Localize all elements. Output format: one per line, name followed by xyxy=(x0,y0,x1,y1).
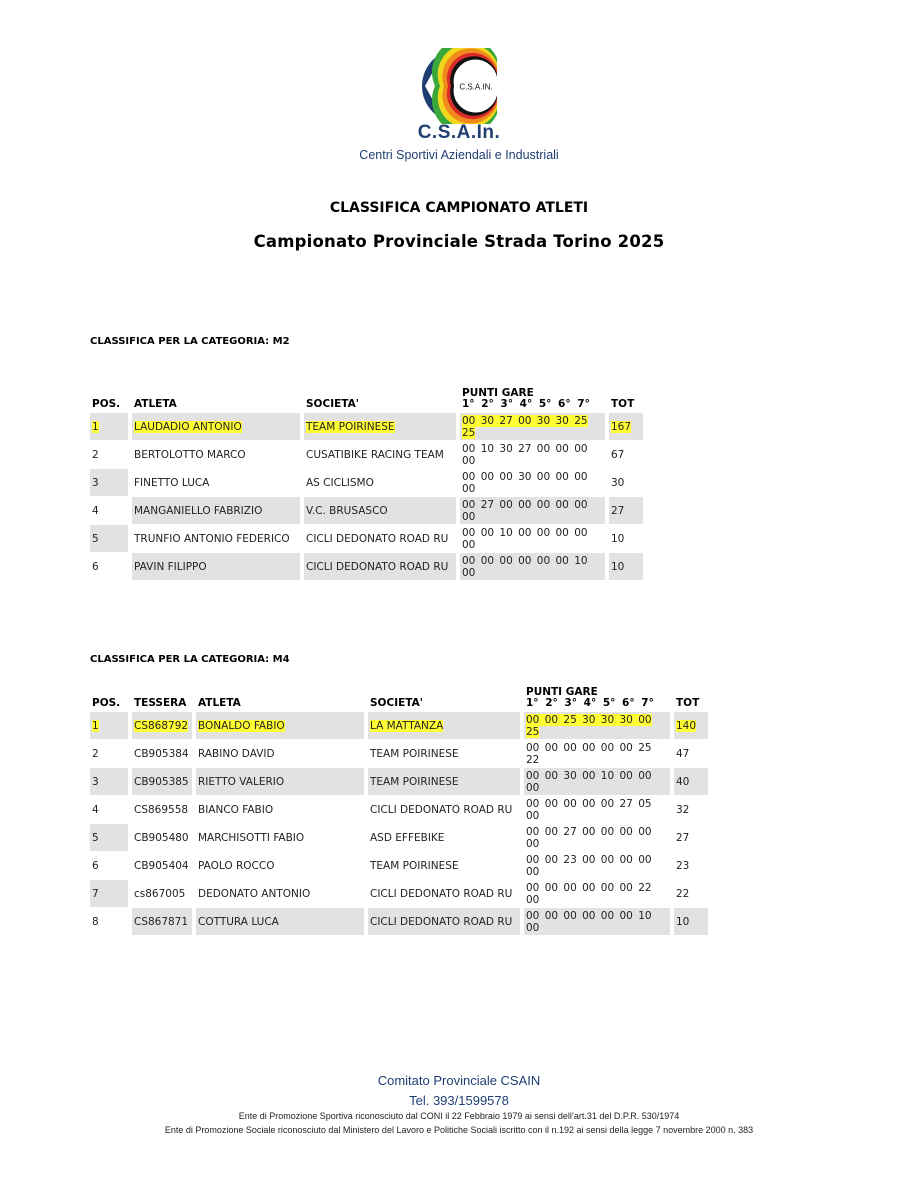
table-row xyxy=(90,908,708,935)
cell-societa: LA MATTANZA xyxy=(368,712,520,739)
cell-punti: 00 00 30 00 10 00 00 00 xyxy=(524,768,670,795)
cell-punti: 00 00 00 00 00 00 22 00 xyxy=(526,881,652,906)
col-societa: SOCIETA' xyxy=(306,398,359,410)
table-row xyxy=(90,768,708,795)
table-header-row xyxy=(90,682,708,711)
brand-subtitle: Centri Sportivi Aziendali e Industriali xyxy=(359,148,559,162)
cell-societa: CICLI DEDONATO ROAD RU xyxy=(370,803,513,816)
cell-punti: 00 00 00 00 00 00 25 22 xyxy=(526,741,652,766)
cell-societa: CUSATIBIKE RACING TEAM xyxy=(306,448,444,461)
footer-committee: Comitato Provinciale CSAIN xyxy=(377,1073,541,1088)
col-punti-gare xyxy=(524,682,670,711)
cell-tessera: CB905384 xyxy=(134,747,189,760)
table-row xyxy=(90,525,643,552)
category-heading-m4: CLASSIFICA PER LA CATEGORIA: M4 xyxy=(90,654,290,665)
cell-atleta: LAUDADIO ANTONIO xyxy=(132,413,300,440)
cell-pos: 2 xyxy=(92,448,99,461)
footer-legal-line-1: Ente di Promozione Sportiva riconosciuto dal CONI il 22 Febbraio 1979 ai sensi dell’art.31 del D.P.R. 530/1974 xyxy=(238,1111,680,1121)
col-tot: TOT xyxy=(611,398,635,410)
brand-name: C.S.A.In. xyxy=(417,122,501,143)
table-row xyxy=(90,553,643,580)
footer-legal-line-2: Ente di Promozione Sociale riconosciuto dal Ministero del Lavoro e Politiche Sociali iscritto con il n.192 ai sensi della legge 7 novembre 2000 n. 383 xyxy=(164,1125,754,1135)
cell-societa: CICLI DEDONATO ROAD RU xyxy=(304,553,456,580)
cell-pos: 7 xyxy=(90,880,128,907)
cell-atleta: TRUNFIO ANTONIO FEDERICO xyxy=(134,532,290,545)
cell-punti: 00 00 27 00 00 00 00 00 xyxy=(526,825,652,850)
cell-pos: 1 xyxy=(90,413,128,440)
footer-phone: Tel. 393/1599578 xyxy=(409,1093,509,1108)
cell-societa: TEAM POIRINESE xyxy=(368,768,520,795)
table-header-row xyxy=(90,383,643,412)
cell-atleta: RABINO DAVID xyxy=(198,747,275,760)
punti-gare-label: PUNTI GARE xyxy=(462,387,534,399)
col-atleta: ATLETA xyxy=(134,398,177,410)
cell-atleta: PAOLO ROCCO xyxy=(198,859,275,872)
cell-pos: 6 xyxy=(92,859,99,872)
cell-pos: 1 xyxy=(90,712,128,739)
gare-numbers: 1° 2° 3° 4° 5° 6° 7° xyxy=(462,398,590,410)
cell-societa: TEAM POIRINESE xyxy=(304,413,456,440)
cell-tessera: CS868792 xyxy=(132,712,192,739)
table-row xyxy=(90,880,708,907)
page-title: CLASSIFICA CAMPIONATO ATLETI xyxy=(329,200,589,216)
table-row xyxy=(90,740,708,767)
category-heading-m2: CLASSIFICA PER LA CATEGORIA: M2 xyxy=(90,336,290,347)
cell-tot: 30 xyxy=(611,476,625,489)
cell-tot: 27 xyxy=(676,831,690,844)
table-row xyxy=(90,852,708,879)
col-societa: SOCIETA' xyxy=(370,697,423,709)
cell-atleta: RIETTO VALERIO xyxy=(196,768,364,795)
cell-tessera: CB905404 xyxy=(134,859,189,872)
cell-pos: 3 xyxy=(90,768,128,795)
cell-pos: 5 xyxy=(90,824,128,851)
cell-atleta: BERTOLOTTO MARCO xyxy=(134,448,246,461)
cell-tot: 23 xyxy=(676,859,690,872)
col-tessera: TESSERA xyxy=(134,697,187,709)
cell-societa: CICLI DEDONATO ROAD RU xyxy=(306,532,449,545)
cell-tot: 47 xyxy=(676,747,690,760)
cell-societa: AS CICLISMO xyxy=(306,476,374,489)
cell-tot: 67 xyxy=(611,448,625,461)
ranking-table-m2 xyxy=(86,382,647,581)
csain-logo xyxy=(421,48,497,124)
col-atleta: ATLETA xyxy=(198,697,241,709)
col-pos: POS. xyxy=(92,398,121,410)
cell-pos: 3 xyxy=(90,469,128,496)
cell-tot: 32 xyxy=(676,803,690,816)
cell-tot: 10 xyxy=(609,553,643,580)
cell-tessera: CS867871 xyxy=(132,908,192,935)
cell-pos: 2 xyxy=(92,747,99,760)
cell-punti: 00 00 00 00 00 27 05 00 xyxy=(526,797,652,822)
ranking-table-m4 xyxy=(86,681,712,936)
cell-societa: CICLI DEDONATO ROAD RU xyxy=(368,908,520,935)
cell-pos: 4 xyxy=(92,803,99,816)
cell-atleta: BIANCO FABIO xyxy=(198,803,274,816)
cell-punti: 00 00 25 30 30 30 00 25 xyxy=(524,712,670,739)
cell-tessera: CB905480 xyxy=(134,831,189,844)
cell-punti: 00 00 00 00 00 00 10 00 xyxy=(460,553,605,580)
cell-punti: 00 00 00 00 00 00 10 00 xyxy=(524,908,670,935)
cell-punti: 00 27 00 00 00 00 00 00 xyxy=(460,497,605,524)
table-row xyxy=(90,712,708,739)
cell-tot: 40 xyxy=(674,768,708,795)
cell-pos: 5 xyxy=(90,525,128,552)
table-row xyxy=(90,824,708,851)
gare-numbers: 1° 2° 3° 4° 5° 6° 7° xyxy=(526,697,654,709)
cell-atleta: MANGANIELLO FABRIZIO xyxy=(132,497,300,524)
cell-punti: 00 10 30 27 00 00 00 00 xyxy=(462,442,588,467)
cell-societa: TEAM POIRINESE xyxy=(370,859,459,872)
cell-atleta: COTTURA LUCA xyxy=(196,908,364,935)
cell-punti: 00 30 27 00 30 30 25 25 xyxy=(460,413,605,440)
cell-tot: 27 xyxy=(609,497,643,524)
col-tot: TOT xyxy=(676,697,700,709)
cell-tessera: cs867005 xyxy=(134,887,186,900)
col-pos: POS. xyxy=(92,697,121,709)
cell-tessera: CS869558 xyxy=(134,803,189,816)
cell-pos: 4 xyxy=(92,504,99,517)
punti-gare-label: PUNTI GARE xyxy=(526,686,598,698)
svg-text:C.S.A.IN.: C.S.A.IN. xyxy=(459,82,493,92)
cell-pos: 8 xyxy=(92,915,99,928)
cell-pos: 6 xyxy=(92,560,99,573)
cell-atleta: BONALDO FABIO xyxy=(196,712,364,739)
cell-atleta: FINETTO LUCA xyxy=(134,476,210,489)
cell-tot: 10 xyxy=(674,908,708,935)
cell-punti: 00 00 10 00 00 00 00 00 xyxy=(462,526,588,551)
cell-societa: ASD EFFEBIKE xyxy=(370,831,445,844)
table-row xyxy=(90,413,643,440)
table-row xyxy=(90,441,643,468)
cell-societa: TEAM POIRINESE xyxy=(370,747,459,760)
cell-tot: 140 xyxy=(674,712,708,739)
cell-atleta: DEDONATO ANTONIO xyxy=(198,887,311,900)
cell-atleta: MARCHISOTTI FABIO xyxy=(198,831,305,844)
col-punti-gare xyxy=(460,383,605,412)
table-row xyxy=(90,796,708,823)
cell-punti: 00 00 23 00 00 00 00 00 xyxy=(526,853,652,878)
cell-societa: V.C. BRUSASCO xyxy=(304,497,456,524)
page-subtitle: Campionato Provinciale Strada Torino 2025 xyxy=(253,232,665,251)
cell-tot: 10 xyxy=(611,532,625,545)
table-row xyxy=(90,497,643,524)
cell-tot: 22 xyxy=(676,887,690,900)
cell-tot: 167 xyxy=(609,413,643,440)
table-row xyxy=(90,469,643,496)
cell-atleta: PAVIN FILIPPO xyxy=(132,553,300,580)
cell-societa: CICLI DEDONATO ROAD RU xyxy=(370,887,513,900)
cell-tessera: CB905385 xyxy=(132,768,192,795)
cell-punti: 00 00 00 30 00 00 00 00 xyxy=(462,470,588,495)
